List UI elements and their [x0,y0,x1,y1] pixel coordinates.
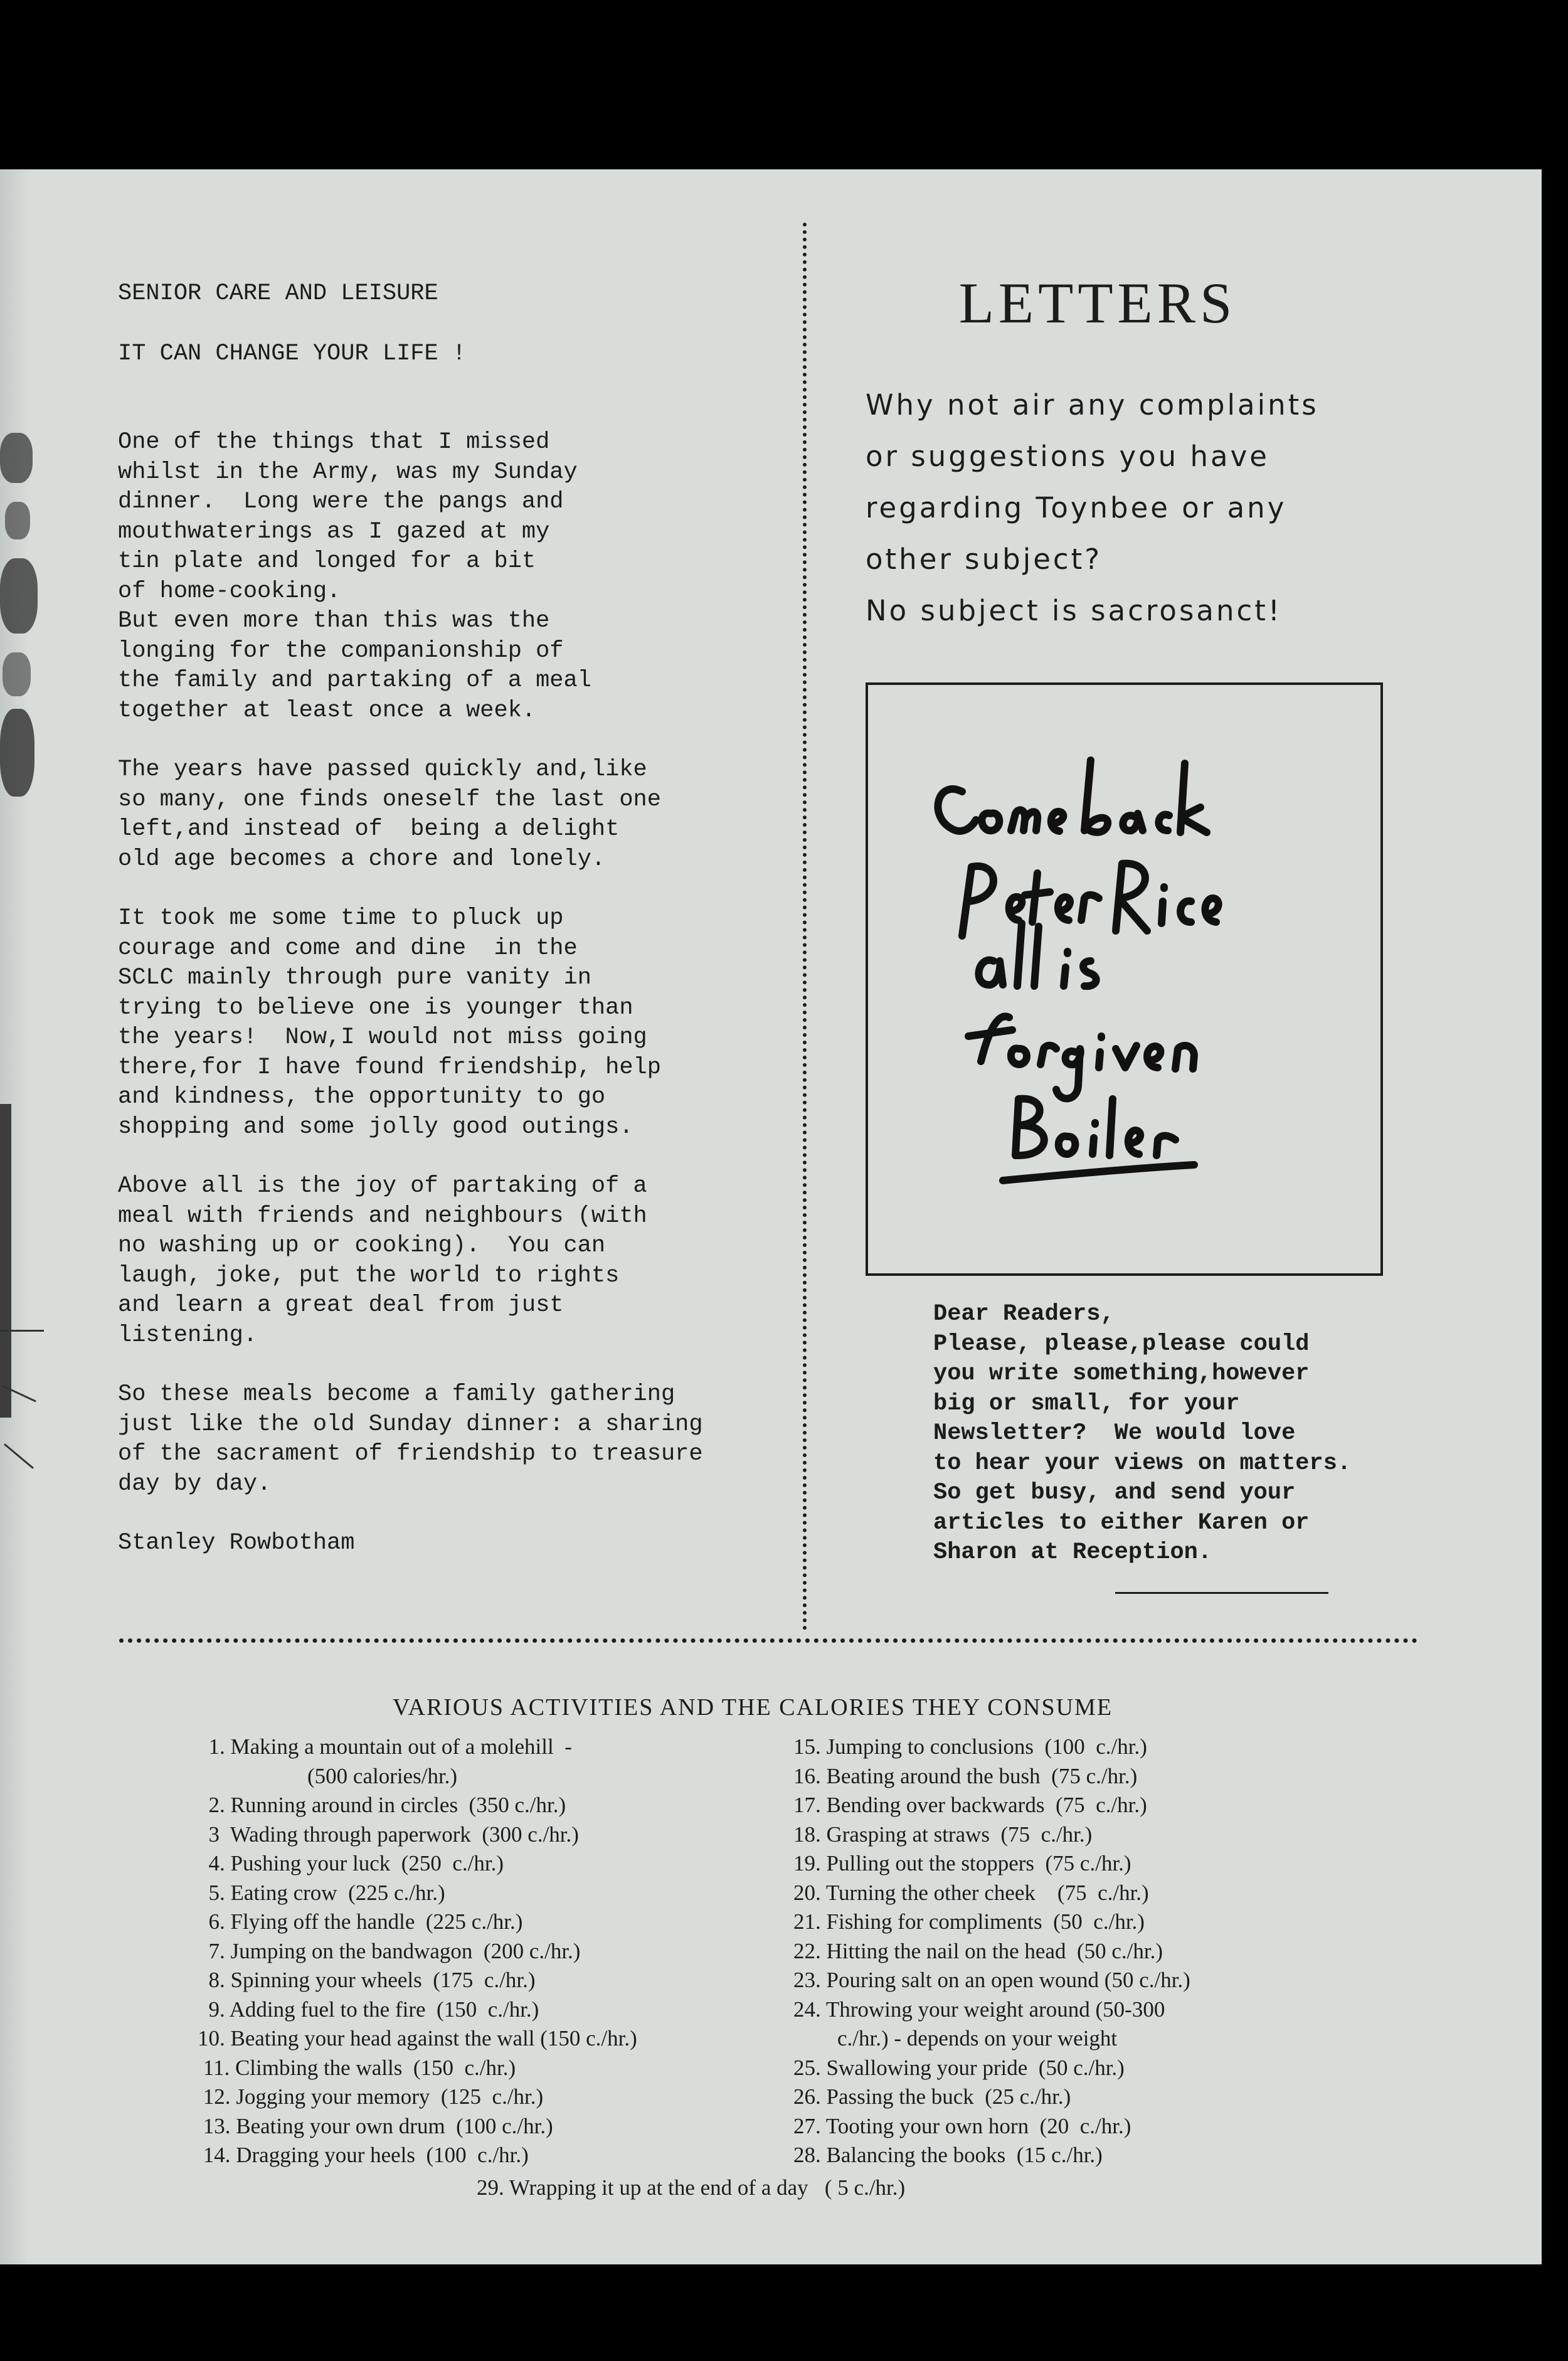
prompt-line: or suggestions you have [866,440,1269,473]
article-paragraph: It took me some time to pluck up courage and come and dine in the SCLC mainly through pure vanity in trying to believe one is younger than the years! Now,I would not miss going there,for I have found friendship, help and kindness, the opportunity to go shopping and some jolly good outings. [118,905,661,1140]
senior-care-article [118,279,776,1559]
article-paragraph: Above all is the joy of partaking of a meal with friends and neighbours (with no washing up or cooking). You can laugh, joke, put the world to rights and learn a great deal from just listening. [118,1173,647,1349]
message-line: Please, please,please could [933,1330,1310,1357]
prompt-line: other subject? [866,543,1103,576]
activities-heading: VARIOUS ACTIVITIES AND THE CALORIES THEY CONSUME [392,1694,1113,1721]
handwritten-note [868,685,1380,1273]
list-item: 28. Balancing the books (15 c./hr.) [793,2143,1103,2167]
list-item: 26. Passing the buck (25 c./hr.) [793,2084,1071,2109]
article-author: Stanley Rowbotham [118,1530,355,1556]
article-paragraph: The years have passed quickly and,like so many, one finds oneself the last one left,and instead of being a delight old age becomes a chore and lonely. [118,756,661,873]
activities-list-left [198,1732,800,2170]
list-item: 24. Throwing your weight around (50-300 [793,1997,1165,2022]
list-item: 15. Jumping to conclusions (100 c./hr.) [793,1734,1147,1759]
list-item: 14. Dragging your heels (100 c./hr.) [198,2143,529,2167]
list-item: 1. Making a mountain out of a molehill - [198,1734,572,1759]
list-item: 13. Beating your own drum (100 c./hr.) [198,2113,553,2138]
list-item: 20. Turning the other cheek (75 c./hr.) [793,1880,1149,1905]
adjacent-page-illustration [0,414,44,1543]
list-item: 5. Eating crow (225 c./hr.) [198,1880,445,1905]
message-line: articles to either Karen or [933,1509,1310,1536]
list-item: 12. Jogging your memory (125 c./hr.) [198,2084,544,2109]
message-line: Sharon at Reception. [933,1539,1212,1566]
message-line: Dear Readers, [933,1301,1115,1327]
list-item: 9. Adding fuel to the fire (150 c./hr.) [198,1997,539,2022]
list-item: (500 calories/hr.) [198,1763,458,1788]
message-line: So get busy, and send your [933,1480,1296,1506]
message-line: big or small, for your [933,1390,1240,1417]
letters-prompt [866,379,1380,637]
prompt-line: No subject is sacrosanct! [866,594,1282,627]
article-heading: SENIOR CARE AND LEISURE [118,280,438,307]
list-item: 25. Swallowing your pride (50 c./hr.) [793,2055,1125,2080]
section-divider [119,1638,1417,1643]
list-item: 3 Wading through paperwork (300 c./hr.) [198,1822,579,1847]
message-line: Newsletter? We would love [933,1420,1296,1446]
list-item: 22. Hitting the nail on the head (50 c./hr.) [793,1938,1163,1963]
list-item: 23. Pouring salt on an open wound (50 c./hr.) [793,1968,1190,1992]
handwritten-note-box [866,682,1383,1276]
message-line: to hear your views on matters. [933,1450,1352,1477]
list-item: 11. Climbing the walls (150 c./hr.) [198,2055,516,2080]
list-item: 16. Beating around the bush (75 c./hr.) [793,1763,1138,1788]
list-item: 6. Flying off the handle (225 c./hr.) [198,1909,523,1934]
list-item: 8. Spinning your wheels (175 c./hr.) [198,1968,536,1992]
dear-readers-message [933,1300,1410,1568]
prompt-line: regarding Toynbee or any [866,491,1287,524]
activities-final-item: 29. Wrapping it up at the end of a day ( 5 c./hr.) [477,2175,906,2200]
list-item: 17. Bending over backwards (75 c./hr.) [793,1793,1147,1817]
article-paragraph: One of the things that I missed whilst in the Army, was my Sunday dinner. Long were the pangs and mouthwaterings as I gazed at my tin plate and longed for a bit of home-cooking. But even more than this was the longing for the companionship of the family and partaking of a meal together at least once a week. [118,429,591,724]
article-subheading: IT CAN CHANGE YOUR LIFE ! [118,340,467,367]
article-paragraph: So these meals become a family gathering just like the old Sunday dinner: a sharing of the sacrament of friendship to treasure day by day. [118,1381,703,1497]
activities-list-right [793,1732,1396,2170]
column-divider [803,223,807,1631]
letters-heading: LETTERS [958,271,1237,335]
list-item: c./hr.) - depends on your weight [793,2026,1118,2051]
list-item: 27. Tooting your own horn (20 c./hr.) [793,2113,1131,2138]
list-item: 18. Grasping at straws (75 c./hr.) [793,1822,1093,1847]
article-body [118,428,776,1499]
list-item: 10. Beating your head against the wall (150 c./hr.) [198,2026,637,2051]
list-item: 7. Jumping on the bandwagon (200 c./hr.) [198,1938,581,1963]
signature-rule [1115,1592,1328,1594]
prompt-line: Why not air any complaints [866,388,1319,422]
list-item: 2. Running around in circles (350 c./hr.) [198,1793,566,1817]
list-item: 4. Pushing your luck (250 c./hr.) [198,1851,504,1876]
message-line: you write something,however [933,1361,1310,1387]
list-item: 19. Pulling out the stoppers (75 c./hr.) [793,1851,1131,1876]
list-item: 21. Fishing for compliments (50 c./hr.) [793,1909,1145,1934]
